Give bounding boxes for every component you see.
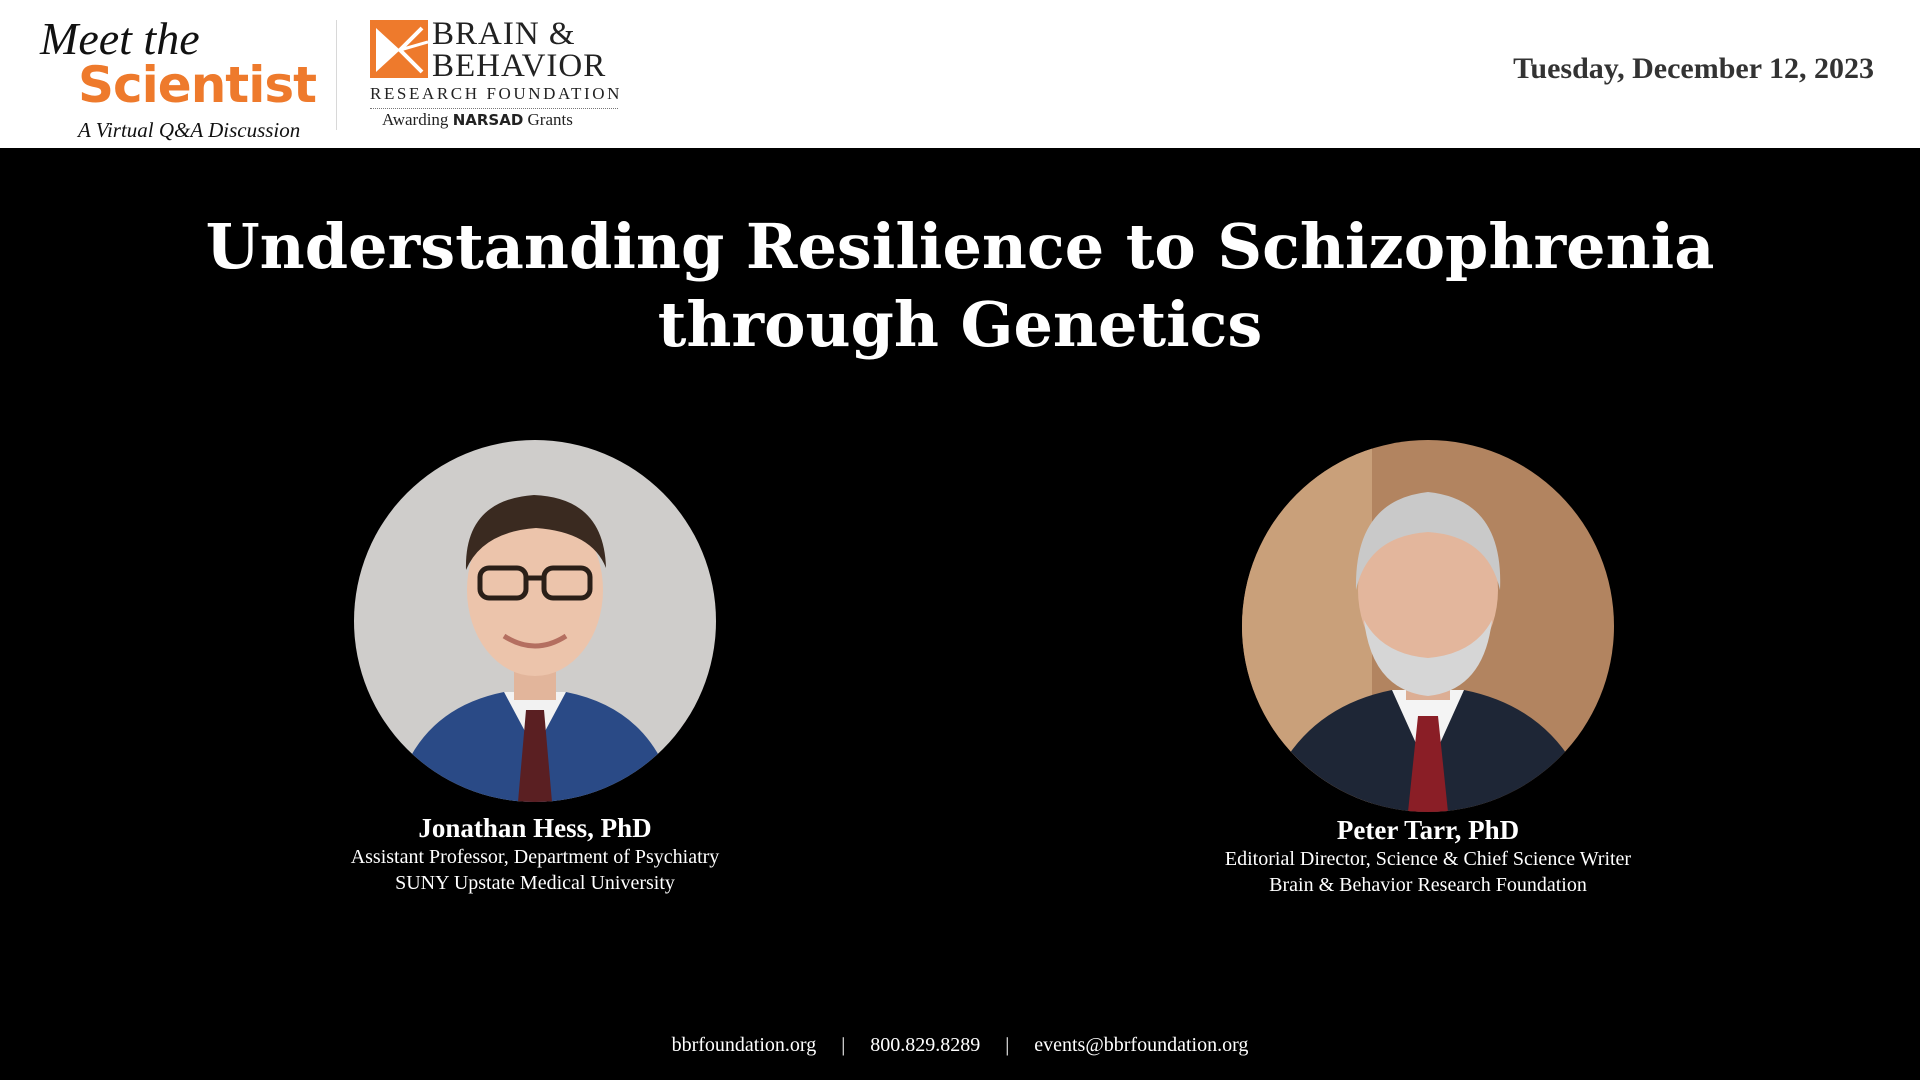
award-prefix: Awarding <box>382 110 449 129</box>
award-suffix: Grants <box>527 110 573 129</box>
bbrf-mark-icon <box>370 20 428 78</box>
speaker-role-line1: Assistant Professor, Department of Psychiatry <box>350 846 720 869</box>
bbrf-logo <box>368 14 628 134</box>
bbrf-award-line <box>382 110 573 130</box>
speaker-card-hess <box>255 440 815 896</box>
speaker-photo-tarr <box>1242 440 1614 812</box>
speaker-role-line2: Brain & Behavior Research Foundation <box>1269 874 1587 897</box>
footer-email-link[interactable]: events@bbrfoundation.org <box>1034 1034 1249 1056</box>
speaker-name: Jonathan Hess, PhD <box>418 813 652 843</box>
meet-the-scientist-logo <box>40 12 330 142</box>
bbrf-name-line1: BRAIN & <box>432 16 576 52</box>
footer-phone: 800.829.8289 <box>870 1034 981 1056</box>
speaker-role-line2: SUNY Upstate Medical University <box>395 872 675 895</box>
speaker-card-tarr <box>1148 440 1708 898</box>
footer-separator: | <box>841 1034 846 1056</box>
header-bar <box>0 0 1920 148</box>
portrait-tarr-icon <box>1242 440 1614 812</box>
portrait-hess-icon <box>354 440 716 802</box>
presentation-title: Understanding Resilience to Schizophrenia through Genetics <box>205 210 1715 361</box>
footer-website-link[interactable]: bbrfoundation.org <box>671 1034 817 1056</box>
speaker-photo-hess <box>354 440 716 802</box>
logo-line-scientist: Scientist <box>78 56 316 114</box>
bbrf-name-line2: BEHAVIOR <box>432 48 607 84</box>
footer-separator: | <box>1005 1034 1010 1056</box>
logo-line-meet-the: Meet the <box>40 13 200 64</box>
footer-contact <box>0 1034 1920 1057</box>
logo-divider <box>336 20 337 130</box>
logo-tagline: A Virtual Q&A Discussion <box>78 118 301 142</box>
event-date: Tuesday, December 12, 2023 <box>1513 52 1874 85</box>
award-narsad: NARSAD <box>452 111 524 129</box>
speaker-name: Peter Tarr, PhD <box>1336 815 1520 845</box>
bbrf-subtitle: RESEARCH FOUNDATION <box>370 84 622 103</box>
speaker-role-line1: Editorial Director, Science & Chief Science Writer <box>1224 848 1632 871</box>
